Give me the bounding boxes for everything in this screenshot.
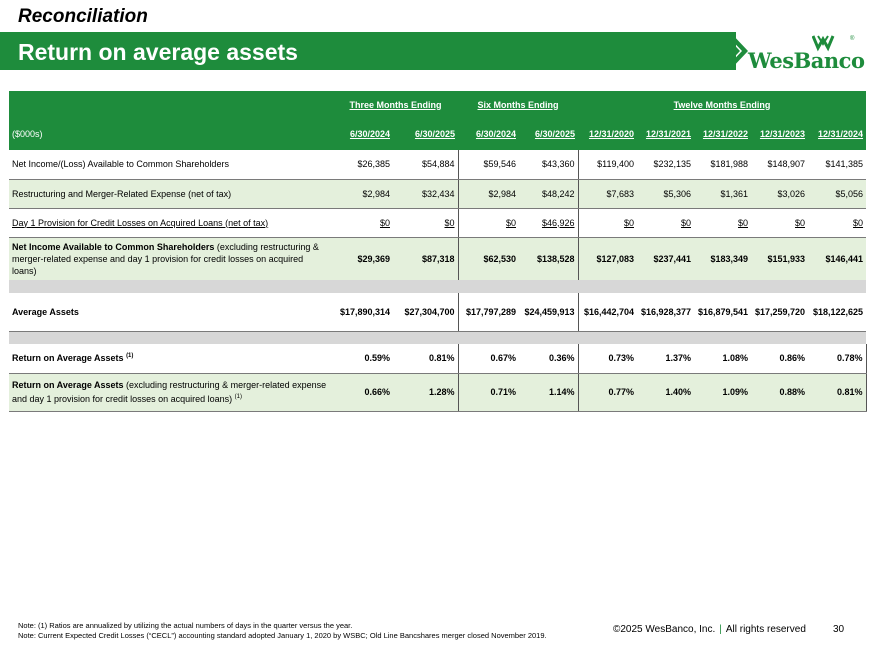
footnotes (18, 621, 608, 641)
page-title: Return on average assets (18, 39, 298, 65)
cell: $46,926 (519, 208, 578, 237)
row-label: Return on Average Assets (excluding restructuring & merger-related expense and day 1 provision for credit losses on acquired loans) $^{(1)}$ (9, 373, 333, 411)
row-label: Net Income/(Loss) Available to Common Shareholders (9, 150, 333, 179)
cell: $146,441 (808, 237, 866, 280)
cell: 1.14% (519, 373, 578, 411)
cell: $0 (458, 208, 519, 237)
cell: 0.88% (751, 373, 808, 411)
footer-separator: | (719, 624, 722, 635)
column-header: 12/31/2023 (751, 118, 808, 150)
cell: 1.28% (393, 373, 458, 411)
cell: $24,459,913 (519, 293, 578, 331)
row-label: Net Income Available to Common Shareholders (excluding restructuring & merger-related expense and day 1 provision for credit losses on acquired loans) (9, 237, 333, 280)
cell: $5,306 (637, 179, 694, 208)
cell: $87,318 (393, 237, 458, 280)
cell: $7,683 (578, 179, 637, 208)
cell: 0.67% (458, 344, 519, 373)
cell: $127,083 (578, 237, 637, 280)
cell: $3,026 (751, 179, 808, 208)
cell: $17,890,314 (333, 293, 393, 331)
cell: $0 (578, 208, 637, 237)
group-header: Twelve Months Ending (578, 91, 866, 118)
row-label: Return on Average Assets $^{(1)}$ (9, 344, 333, 373)
cell: $1,361 (694, 179, 751, 208)
table-row (9, 150, 866, 179)
cell: $26,385 (333, 150, 393, 179)
column-header: 6/30/2024 (333, 118, 393, 150)
cell: $0 (751, 208, 808, 237)
table-row (9, 208, 866, 237)
column-header: 12/31/2021 (637, 118, 694, 150)
cell: 0.78% (808, 344, 866, 373)
cell: 0.77% (578, 373, 637, 411)
cell: 0.59% (333, 344, 393, 373)
cell: $2,984 (458, 179, 519, 208)
cell: $16,879,541 (694, 293, 751, 331)
row-label: Day 1 Provision for Credit Losses on Acquired Loans (net of tax) (9, 208, 333, 237)
cell: $32,434 (393, 179, 458, 208)
cell: 0.86% (751, 344, 808, 373)
cell: $59,546 (458, 150, 519, 179)
cell: 0.81% (393, 344, 458, 373)
group-header: Three Months Ending (333, 91, 458, 118)
wesbanco-logo (748, 34, 865, 74)
footnote-1: Note: (1) Ratios are annualized by utilizing the actual numbers of days in the quarter versus the year. (18, 621, 353, 630)
title-banner (0, 32, 736, 70)
cell: 1.09% (694, 373, 751, 411)
cell: $18,122,625 (808, 293, 866, 331)
cell: $0 (637, 208, 694, 237)
copyright-footer (613, 624, 806, 635)
cell: $148,907 (751, 150, 808, 179)
table-row (9, 179, 866, 208)
logo-registered-mark: ® (850, 36, 855, 42)
table-row (9, 237, 866, 280)
cell: $43,360 (519, 150, 578, 179)
cell: $16,928,377 (637, 293, 694, 331)
cell: $181,988 (694, 150, 751, 179)
cell: $0 (694, 208, 751, 237)
cell: $232,135 (637, 150, 694, 179)
cell: $27,304,700 (393, 293, 458, 331)
cell: $62,530 (458, 237, 519, 280)
section-supertitle: Reconciliation (18, 6, 148, 27)
cell: $0 (333, 208, 393, 237)
spacer-row (9, 331, 866, 344)
reconciliation-table (9, 91, 867, 412)
cell: $0 (393, 208, 458, 237)
table-row (9, 293, 866, 331)
group-header: Six Months Ending (458, 91, 578, 118)
cell: 0.71% (458, 373, 519, 411)
column-header: 12/31/2022 (694, 118, 751, 150)
cell: $17,259,720 (751, 293, 808, 331)
cell: $16,442,704 (578, 293, 637, 331)
row-label: Restructuring and Merger-Related Expense (net of tax) (9, 179, 333, 208)
cell: $2,984 (333, 179, 393, 208)
rights-text: All rights reserved (725, 624, 806, 635)
cell: $29,369 (333, 237, 393, 280)
cell: 0.73% (578, 344, 637, 373)
cell: $183,349 (694, 237, 751, 280)
cell: $138,528 (519, 237, 578, 280)
cell: $48,242 (519, 179, 578, 208)
cell: 1.40% (637, 373, 694, 411)
table-row (9, 373, 866, 411)
cell: 0.36% (519, 344, 578, 373)
page-number: 30 (833, 624, 845, 635)
cell: 0.66% (333, 373, 393, 411)
spacer-row (9, 280, 866, 293)
copyright-text: ©2025 WesBanco, Inc. (613, 624, 716, 635)
cell: 0.81% (808, 373, 866, 411)
unit-label: ($000s) (9, 118, 333, 150)
cell: $17,797,289 (458, 293, 519, 331)
cell: $141,385 (808, 150, 866, 179)
cell: 1.37% (637, 344, 694, 373)
column-header: 6/30/2024 (458, 118, 519, 150)
cell: $0 (808, 208, 866, 237)
column-header: 12/31/2024 (808, 118, 866, 150)
cell: $237,441 (637, 237, 694, 280)
footnote-2: Note: Current Expected Credit Losses (“CECL”) accounting standard adopted January 1, 2020 by WSBC; Old Line Bancshares merger closed November 2019. (18, 631, 547, 640)
logo-wordmark: WesBanco (748, 48, 865, 73)
column-header: 6/30/2025 (519, 118, 578, 150)
cell: $151,933 (751, 237, 808, 280)
row-label: Average Assets (9, 293, 333, 331)
cell: $119,400 (578, 150, 637, 179)
column-header: 12/31/2020 (578, 118, 637, 150)
cell: $5,056 (808, 179, 866, 208)
table-group-header-row (9, 91, 866, 118)
table-row (9, 344, 866, 373)
cell: $54,884 (393, 150, 458, 179)
column-header: 6/30/2025 (393, 118, 458, 150)
table-column-header-row (9, 118, 866, 150)
cell: 1.08% (694, 344, 751, 373)
